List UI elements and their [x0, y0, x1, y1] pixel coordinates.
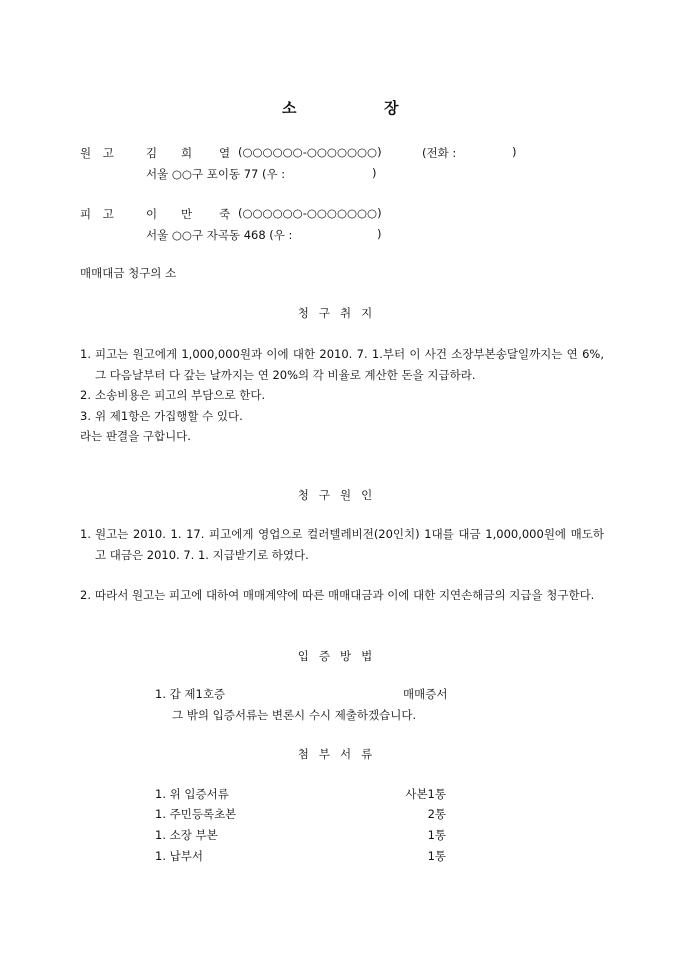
claim-purpose-heading: 청구취지 — [297, 306, 383, 320]
item-text: 따라서 원고는 피고에 대하여 매매계약에 따른 매매대금과 이에 대한 지연손해금의 지급을 청구한다. — [95, 588, 595, 602]
defendant-name-3: 죽 — [219, 207, 231, 221]
item-text: 원고는 2010. 1. 17. 피고에게 영업으로 컬러텔레비전(20인치) 1대를 대금 1,000,000원에 매도하고 대금은 2010. 7. 1. 지급받기로 하였다. — [95, 527, 604, 562]
attachment-count: 2통 — [427, 807, 446, 821]
evidence-note: 그 밖의 입증서류는 변론시 수시 제출하겠습니다. — [172, 708, 417, 722]
evidence-item-value: 매매증서 — [403, 687, 448, 701]
defendant-role: 피 고 — [80, 207, 118, 221]
attachment-count: 1통 — [427, 828, 446, 842]
item-text: 피고는 원고에게 1,000,000원과 이에 대한 2010. 7. 1.부터 이 사건 소장부본송달일까지는 연 6%, 그 다음날부터 다 갚는 날까지는 연 20%의 각 비율로 계산한 돈을 지급하라. — [95, 347, 604, 382]
defendant-name-1: 이 — [146, 207, 158, 221]
evidence-item-label: 1. 갑 제1호증 — [155, 687, 226, 701]
plaintiff-name-2: 희 — [181, 146, 193, 160]
attachment-label: 1. 주민등록초본 — [155, 807, 237, 821]
document-title-left: 소 — [282, 99, 297, 117]
item-number: 1. — [80, 347, 91, 361]
claim-purpose-closing: 라는 판결을 구합니다. — [80, 429, 191, 443]
case-name: 매매대금 청구의 소 — [80, 266, 177, 280]
defendant-id: (○○○○○○-○○○○○○○) — [238, 206, 382, 220]
defendant-address-close: ) — [377, 227, 382, 241]
evidence-heading: 입증방법 — [297, 649, 383, 663]
attachment-count: 1통 — [427, 849, 446, 863]
plaintiff-name-3: 열 — [219, 146, 231, 160]
claim-cause-item — [80, 524, 604, 565]
plaintiff-address: 서울 ○○구 포이동 77 (우 : — [146, 167, 286, 181]
plaintiff-address-close: ) — [372, 166, 377, 180]
attachment-label: 1. 소장 부본 — [155, 828, 218, 842]
attachment-count: 사본1통 — [405, 787, 446, 801]
attachments-heading: 첨부서류 — [297, 747, 383, 761]
item-number: 2. — [80, 588, 91, 602]
item-text: 위 제1항은 가집행할 수 있다. — [95, 408, 243, 423]
item-number: 1. — [80, 527, 91, 541]
item-number: 3. — [80, 408, 91, 423]
defendant-address: 서울 ○○구 자곡동 468 (우 : — [146, 228, 293, 242]
plaintiff-name-1: 김 — [146, 146, 158, 160]
claim-cause-body — [80, 524, 604, 606]
plaintiff-phone-label: (전화 : — [422, 146, 457, 160]
plaintiff-id: (○○○○○○-○○○○○○○) — [238, 145, 382, 159]
attachment-label: 1. 위 입증서류 — [155, 787, 229, 801]
document-title-right: 장 — [384, 99, 399, 117]
claim-purpose-body — [80, 344, 604, 447]
claim-purpose-item — [80, 344, 604, 385]
defendant-name-2: 만 — [181, 207, 193, 221]
item-number: 2. — [80, 388, 91, 402]
claim-cause-heading: 청구원인 — [297, 488, 383, 502]
item-text: 소송비용은 피고의 부담으로 한다. — [95, 388, 266, 402]
plaintiff-role: 원 고 — [80, 146, 118, 160]
attachment-label: 1. 납부서 — [155, 849, 203, 863]
plaintiff-phone-close: ) — [512, 145, 517, 159]
claim-purpose-item — [80, 385, 604, 406]
claim-purpose-item — [80, 406, 604, 427]
claim-cause-item — [80, 585, 604, 606]
